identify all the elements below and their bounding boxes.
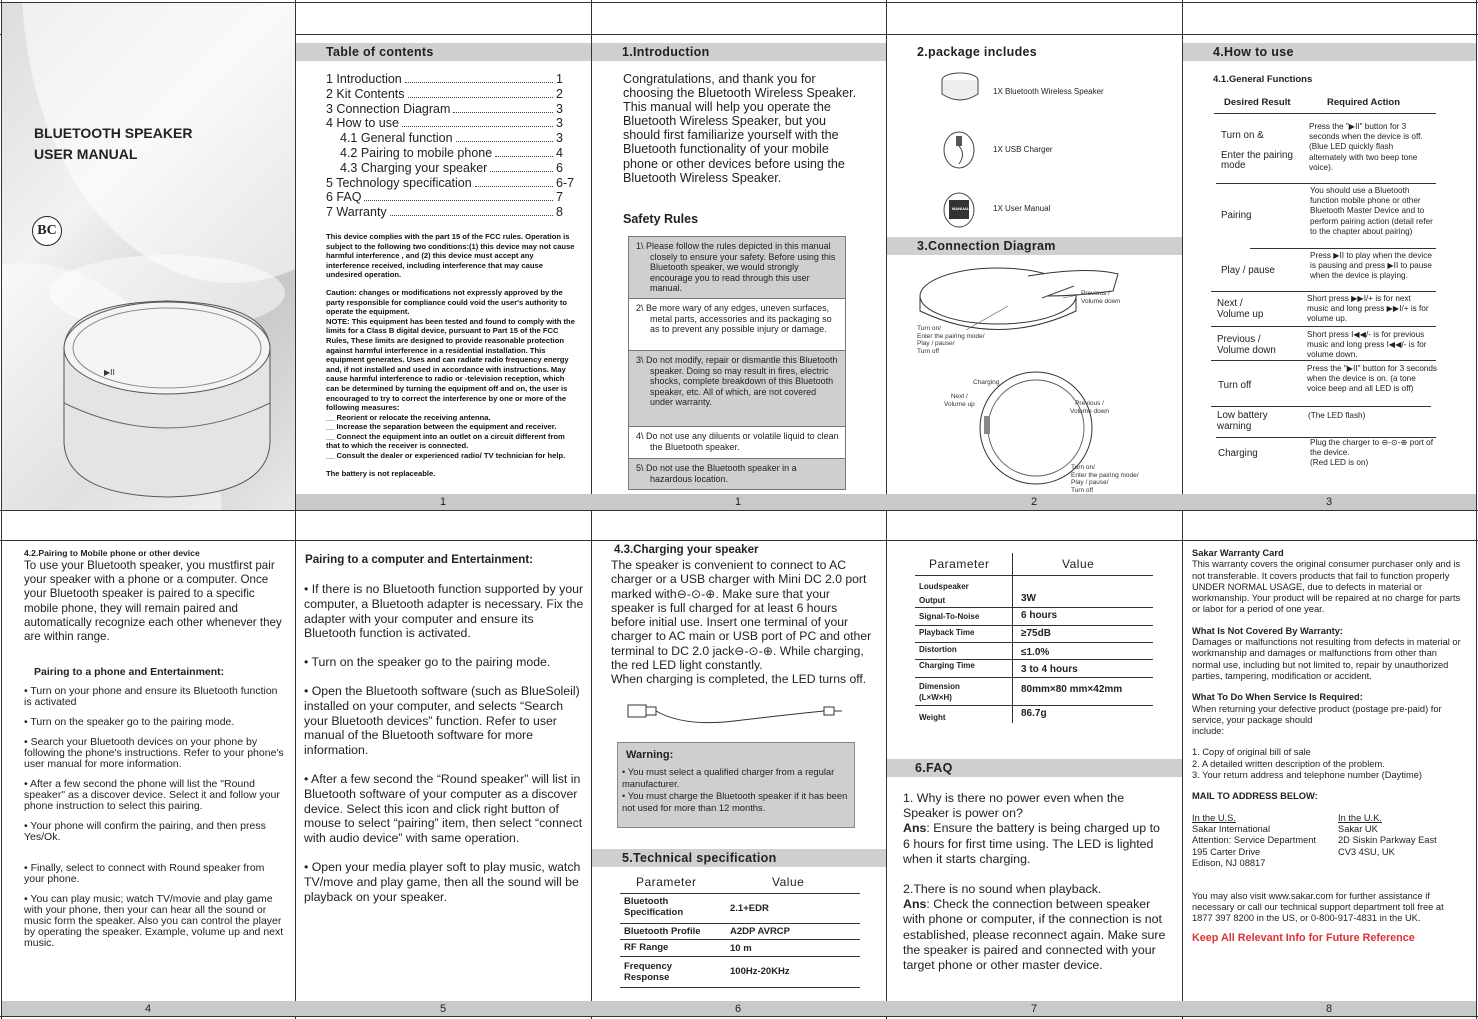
warranty-notcovered-title: What Is Not Covered By Warranty: — [1192, 625, 1344, 636]
connection-header: 3.Connection Diagram — [887, 237, 1182, 255]
ts-row1-value: 2.1+EDR — [730, 903, 769, 914]
computer-step-5: • Open your media player soft to play music, watch TV/move and play game, then all the sound will be playback on your speaker. — [304, 859, 581, 904]
spec-row3-param: Playback Time — [919, 628, 975, 637]
address-uk-title: In the U.K. — [1338, 812, 1382, 823]
label-previous-bottom: Previous / Volume down — [1070, 400, 1110, 415]
safety-rule-1: 1\ Please follow the rules depicted in this manual closely to ensure your safety. Before using this Bluetooth speaker, we would strongly encourage you to read through this user manual. — [629, 237, 845, 299]
cover-title — [34, 123, 192, 165]
toc-entry-page: 3 — [556, 101, 563, 116]
charging-text: The speaker is convenient to connect to AC charger or a USB charger with Mini DC 2.0 port marked with⊖-⊙-⊕. Make sure that your speaker is full charged for at least 6 hours before initial use. Insert one terminal of your charger to AC main or USB port of PC and other terminal to DC 2.0 jack⊖-⊙-⊕. While charging, the red LED light constantly. When charging is completed, the LED turns off. — [611, 558, 872, 687]
manual-icon-label: MANUAL — [952, 206, 970, 211]
toc-entry — [326, 102, 580, 117]
package-item-speaker: 1X Bluetooth Wireless Speaker — [993, 87, 1104, 96]
label-turnon-top: Turn on/ Enter the pairing mode/ Play / pause/ Turn off — [917, 325, 985, 355]
warranty-title: Sakar Warranty Card — [1192, 548, 1284, 558]
faq-q1: 1. Why is there no power even when the Speaker is power on? — [903, 791, 1125, 821]
ts-row4-value: 100Hz-20KHz — [730, 966, 790, 977]
pairing-step-3: • Search your Bluetooth devices on your phone by following the phone's instructions. Refer to your phone's user manual for more information. — [24, 736, 284, 770]
intro-header: 1.Introduction — [592, 43, 886, 61]
ft-row3-result: Play / pause — [1221, 265, 1275, 276]
ts-row2-param: Bluetooth Profile — [624, 926, 701, 937]
speaker-illustration — [64, 301, 270, 497]
toc-entry-page: 1 — [556, 72, 563, 86]
safety-rule-3: 3\ Do not modify, repair or dismantle this Bluetooth speaker. Doing so may result in fires, electric shocks, complete breakdown of this Bluetooth speaker, etc. All of which, are not covered under warranty. — [629, 351, 845, 427]
toc-leader — [364, 200, 553, 201]
warranty-mail-title: MAIL TO ADDRESS BELOW: — [1192, 791, 1318, 802]
warranty-notcovered: Damages or malfunctions not resulting from defects in material or workmanship and damages or malfunctions from other than normal use, including but not limited to, repair by unauthorized parties, tampering, modification or accident. — [1192, 637, 1461, 681]
label-charging: Charging — [973, 379, 1000, 386]
usb-charger-icon — [944, 132, 974, 168]
ft-row7-result: Low battery warning — [1217, 410, 1268, 432]
address-us: Sakar International Attention: Service Department 195 Carter Drive Edison, NJ 08817 — [1192, 823, 1317, 868]
usb-cable-illustration — [624, 697, 846, 727]
cover-title-line1: BLUETOOTH SPEAKER — [34, 125, 193, 141]
warranty-addresses — [1192, 813, 1466, 879]
page-number-1b: 1 — [734, 496, 742, 508]
warranty-list: 1. Copy of original bill of sale 2. A detailed written description of the problem. 3. Your return address and telephone number (Daytime) — [1192, 747, 1422, 781]
spec-row3-value: ≥75dB — [1021, 628, 1051, 639]
page-number-5: 5 — [439, 1003, 447, 1015]
speaker-icon — [942, 73, 978, 100]
address-us-title: In the U.S. — [1192, 812, 1236, 823]
toc-entry-label: 1 Introduction — [326, 72, 402, 86]
computer-step-3: • Open the Bluetooth software (such as BlueSoleil) installed on your computer, and selects “Search your Bluetooth devices” function. Refer to user manual of the Bluetooth software for more information. — [304, 683, 580, 758]
spec-h1: Parameter — [929, 557, 990, 571]
warranty-card — [1192, 548, 1466, 944]
warning-box — [617, 742, 855, 828]
package-item-charger: 1X USB Charger — [993, 145, 1053, 154]
toc-entry-page: 3 — [556, 116, 563, 131]
toc-entry-page: 2 — [556, 86, 563, 101]
pairing-subtitle: Pairing to a phone and Entertainment: — [34, 666, 225, 678]
ft-row7-action: (The LED flash) — [1308, 411, 1366, 420]
pairing-step-7: • You can play music; watch TV/movie and play game with your phone, then your can hear all the sound or music form the speaker. Also you can control the player by operating the speaker. Example, volume up and next music. — [24, 893, 284, 949]
toc-entry-label: 6 FAQ — [326, 190, 362, 205]
warranty-service-title: What To Do When Service Is Required: — [1192, 692, 1363, 703]
howto-subtitle: 4.1.General Functions — [1213, 74, 1313, 85]
ft-row2-result: Pairing — [1221, 210, 1252, 221]
label-turnon-bottom: Turn on/ Enter the pairing mode/ Play / pause/ Turn off — [1071, 464, 1139, 494]
techspec-h1: Parameter — [636, 875, 697, 889]
toc-entry — [326, 87, 580, 102]
address-uk: Sakar UK 2D Siskin Parkway East CV3 4SU, UK — [1338, 823, 1437, 857]
ts-row4-param: Frequency Response — [624, 961, 673, 983]
toc-entry-label: 4 How to use — [326, 116, 399, 131]
toc-leader — [405, 82, 553, 83]
charging-title: 4.3.Charging your speaker — [614, 544, 759, 556]
toc-leader — [390, 215, 553, 216]
page-number-6: 6 — [734, 1003, 742, 1015]
pairing-step-5: • Your phone will confirm the pairing, and then press Yes/Ok. — [24, 820, 266, 843]
toc-entry-page: 7 — [556, 190, 563, 205]
page-number-2: 2 — [1030, 496, 1038, 508]
page-number-7: 7 — [1030, 1003, 1038, 1015]
warranty-visit: You may also visit www.sakar.com for further assistance if necessary or call our technical support department toll free at 1877 397 8200 in the US, or 0-800-917-4831 in the UK. — [1192, 890, 1444, 924]
spec-row5-param: Charging Time — [919, 661, 975, 670]
fcc-para-3: The battery is not replaceable. — [326, 468, 436, 478]
spec-row2-param: Signal-To-Noise — [919, 612, 980, 621]
pairing-step-4: • After a few second the phone will list the "Round speaker" as a discover device. Select it and follow your phone instruction to select this pairing. — [24, 778, 280, 812]
ft-row3-action: Press ▶II to play when the device is pausing and press ▶II to pause when the device is playing. — [1310, 251, 1432, 281]
ts-row2-value: A2DP AVRCP — [730, 926, 791, 937]
spec-row7-value: 86.7g — [1021, 708, 1047, 719]
faq-a2-text: : Check the connection between speaker with phone or computer, if the connection is not established, please reconnect again. Make sure the speaker is paired and connected with your target phone or other master device. — [903, 897, 1166, 973]
intro-text: Congratulations, and thank you for choosing the Bluetooth Wireless Speaker. This manual will help you operate the Bluetooth Wireless Speaker, but you should first familiarize yourself with the Bluetooth functionality of your mobile phone or other devices before using the Bluetooth Wireless Speaker. — [623, 72, 857, 185]
page-number-4: 4 — [144, 1003, 152, 1015]
ft-row4-action: Short press ▶▶I/+ is for next music and long press ▶▶I/+ is for volume up. — [1307, 294, 1429, 324]
ft-row1-result: Turn on & Enter the pairing mode — [1221, 130, 1293, 171]
spec-h2: Value — [1062, 557, 1095, 571]
cover-title-line2: USER MANUAL — [34, 146, 138, 162]
toc-entry — [326, 161, 580, 176]
warning-title: Warning: — [626, 749, 674, 761]
computer-step-2: • Turn on the speaker go to the pairing mode. — [304, 655, 551, 670]
toc-leader — [453, 112, 553, 113]
warranty-service: When returning your defective product (postage pre-paid) for service, your package should include: — [1192, 703, 1442, 737]
toc-entry-label: 4.1 General function — [340, 131, 453, 146]
pairing-steps — [24, 686, 284, 949]
faq-a1 — [903, 821, 1167, 867]
techspec-header: 5.Technical specification — [592, 849, 886, 867]
cover-art — [2, 3, 295, 510]
toc-entry-page: 6 — [556, 160, 563, 175]
toc-leader — [456, 141, 553, 142]
spec-row6-param: Dimension (L×W×H) — [919, 682, 960, 702]
safety-title: Safety Rules — [623, 212, 699, 226]
computer-step-1: • If there is no Bluetooth function supported by your computer, a Bluetooth adapter is necessary. Fix the adapter with your computer and ensure its Bluetooth function is activated. — [304, 582, 584, 641]
package-item-manual: 1X User Manual — [993, 204, 1051, 213]
toc-entry-page: 3 — [556, 131, 563, 146]
safety-rule-4: 4\ Do not use any diluents or volatile liquid to clean the Bluetooth speaker. — [629, 427, 845, 459]
techspec-h2: Value — [772, 875, 805, 889]
warning-1: • You must select a qualified charger from a regular manufacturer. — [622, 766, 835, 789]
faq-header: 6.FAQ — [887, 759, 1182, 777]
toc-entry — [326, 72, 580, 87]
faq-a2-label: Ans — [903, 897, 927, 912]
pairing-step-2: • Turn on the speaker go to the pairing mode. — [24, 716, 235, 728]
label-next: Next / Volume up — [944, 393, 975, 408]
faq-q2: 2.There is no sound when playback. — [903, 882, 1102, 897]
computer-title: Pairing to a computer and Entertainment: — [305, 553, 534, 566]
toc-entry — [326, 190, 580, 205]
pairing-step-6: • Finally, select to connect with Round speaker from your phone. — [24, 862, 265, 885]
fcc-para-2: Caution: changes or modifications not expressly approved by the party responsible for compliance could void the user's authority to operate the equipment. NOTE: This equipment has been tested and found to comply with the limits for a Class B digital device, pursuant to Part 15 of the FCC Rules, These limits are designed to provide reasonable protection against harmful interference in a residential installation. This equipment generates. Uses and can radiate radio frequency energy and, if not installed and used in accordance with instructions. May cause harmful interference to radio or -television reception, which can be determined by turning the equipment off and on, the user is encouraged to try to correct the interference by one or more of the following measures: __ Reorient or relocate the receiving antenna. __ Increase the separation between the equipment and receiver. __ Connect the equipment into an outlet on a circuit different from that to which the receiver is connected. __ Consult the dealer or experienced radio/ TV technician for help. — [326, 287, 575, 461]
ft-row4-result: Next / Volume up — [1217, 298, 1264, 320]
toc-entry-label: 5 Technology specification — [326, 175, 472, 190]
package-header: 2.package includes — [887, 43, 1182, 61]
pairing-step-1: • Turn on your phone and ensure its Bluetooth function is activated — [24, 685, 278, 708]
toc-entry — [326, 131, 580, 146]
toc-leader — [490, 171, 553, 172]
faq-a1-text: : Ensure the battery is being charged up to 6 hours for first time using. The LED is lighted when it starts charging. — [903, 821, 1160, 866]
toc-entry-label: 7 Warranty — [326, 205, 387, 220]
toc-entry — [326, 205, 580, 220]
toc-entry-label: 3 Connection Diagram — [326, 101, 451, 116]
ft-row2-action: You should use a Bluetooth function mobile phone or other Bluetooth Master Device and to perform pairing action (detail refer to the chapter about pairing) — [1310, 186, 1433, 236]
warranty-intro: This warranty covers the original consumer purchaser only and is not transferable. It covers products that fail to function properly UNDER NORMAL USAGE, due to defects in material or workmanship. Your product will be repaired at no charge for parts or labor for a period of one year. — [1192, 559, 1461, 615]
toc-entry-page: 6-7 — [556, 175, 575, 190]
faq-a1-label: Ans — [903, 821, 927, 836]
howto-header: 4.How to use — [1183, 43, 1476, 61]
table-of-contents — [326, 72, 580, 220]
pairing-intro: To use your Bluetooth speaker, you mustfirst pair your speaker with a phone or a computer. Once your Bluetooth speaker is paired to a specific mobile phone, they will remain paired and automatically recognize each other whenever they are within range. — [24, 559, 282, 644]
ft-row6-action: Press the "▶II" button for 3 seconds when the device is on. (a tone voice beep and all LED is off) — [1307, 364, 1437, 394]
ts-row1-param: Bluetooth Specification — [624, 896, 684, 918]
faq-content — [903, 791, 1167, 973]
safety-rule-5: 5\ Do not use the Bluetooth speaker in a hazardous location. — [629, 459, 845, 489]
toc-leader — [475, 186, 553, 187]
toc-leader — [402, 126, 553, 127]
cover-panel — [2, 3, 295, 510]
ft-row8-result: Charging — [1218, 448, 1258, 459]
col-required-action: Required Action — [1327, 97, 1401, 108]
page-number-3: 3 — [1325, 496, 1333, 508]
toc-entry-label: 4.2 Pairing to mobile phone — [340, 145, 493, 160]
fcc-para-1: This device complies with the part 15 of the FCC rules. Operation is subject to the following two conditions:(1) this device may not cause harmful interference , and (2) this device must accept any interference received, including interference that may cause undesired operation. — [326, 232, 575, 280]
label-previous-top: Previous / Volume down — [1081, 290, 1121, 305]
toc-entry — [326, 146, 580, 161]
spec-row7-param: Weight — [919, 713, 946, 722]
spec-row2-value: 6 hours — [1021, 610, 1058, 621]
spec-row5-value: 3 to 4 hours — [1021, 664, 1078, 675]
toc-entry — [326, 176, 580, 191]
fcc-statement — [326, 232, 576, 486]
keep-info-note: Keep All Relevant Info for Future Reference — [1192, 931, 1415, 944]
connection-diagram — [888, 256, 1182, 494]
spec-row1-param: Loudspeaker Output — [919, 582, 969, 605]
pairing-title: 4.2.Pairing to Mobile phone or other device — [24, 548, 200, 558]
faq-a2 — [903, 897, 1167, 973]
svg-text:▶II: ▶II — [104, 368, 115, 377]
safety-rule-2: 2\ Be more wary of any edges, uneven surfaces, metal parts, accessories and its packaging so as to prevent any possible injury or damage. — [629, 299, 845, 351]
spec-row4-param: Distortion — [919, 645, 957, 654]
computer-step-4: • After a few second the “Round speaker” will list in Bluetooth software of your computer as a discover device. Select this icon and click right button of mouse to select “pairing” item, then select “connect with audio device” with same operation. — [304, 771, 583, 846]
ft-row6-result: Turn off — [1218, 380, 1252, 391]
computer-steps — [304, 582, 587, 904]
spec-row1-value: 3W — [1021, 593, 1036, 604]
ft-row5-action: Short press I◀◀/- is for previous music and long press I◀◀/- is for volume down. — [1307, 330, 1427, 360]
warning-2: • You must charge the Bluetooth speaker if it has been not used for more than 12 months. — [622, 790, 848, 813]
toc-entry-page: 8 — [556, 205, 563, 220]
ts-row3-value: 10 m — [730, 943, 752, 954]
toc-entry-label: 2 Kit Contents — [326, 86, 405, 101]
ft-row5-result: Previous / Volume down — [1217, 334, 1276, 356]
ft-row1-action: Press the "▶II" button for 3 seconds when the device is off. (Blue LED quickly flash alternately with two beep tone voice). — [1309, 122, 1423, 172]
toc-leader — [495, 156, 553, 157]
page-number-1a: 1 — [439, 496, 447, 508]
col-desired-result: Desired Result — [1224, 97, 1291, 108]
safety-rules — [628, 236, 846, 490]
page-number-8: 8 — [1325, 1003, 1333, 1015]
ft-row8-action: Plug the charger to ⊖-⊙-⊕ port of the device. (Red LED is on) — [1310, 438, 1433, 468]
toc-header: Table of contents — [296, 43, 591, 61]
toc-entry-label: 4.3 Charging your speaker — [340, 160, 488, 175]
spec-row4-value: ≤1.0% — [1021, 647, 1050, 658]
spec-row6-value: 80mm×80 mm×42mm — [1021, 684, 1123, 695]
bc-logo: BC — [32, 216, 62, 246]
toc-entry-page: 4 — [556, 145, 563, 160]
toc-leader — [408, 97, 553, 98]
ts-row3-param: RF Range — [624, 942, 669, 953]
toc-entry — [326, 116, 580, 131]
